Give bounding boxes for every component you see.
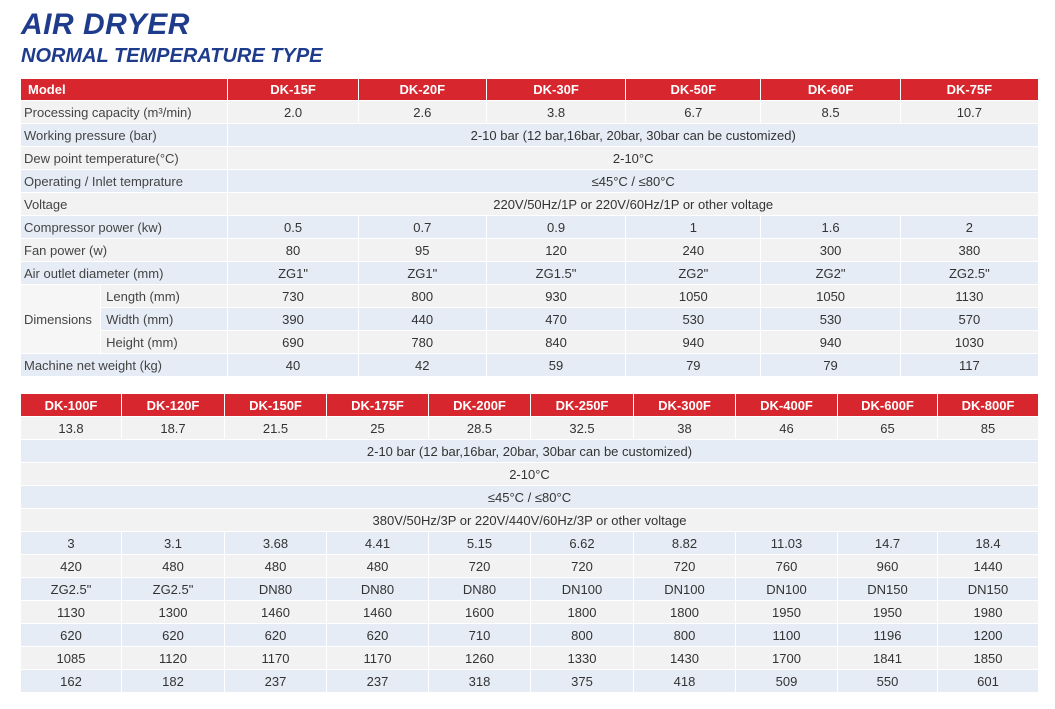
- width-cell: 440: [359, 308, 486, 330]
- weight-cell: 375: [531, 670, 633, 692]
- compressor-power-cell: 8.82: [634, 532, 735, 554]
- height-cell: 940: [761, 331, 899, 353]
- fan-power-cell: 760: [736, 555, 837, 577]
- voltage-row: [21, 509, 1038, 531]
- compressor-power-cell: 3: [21, 532, 121, 554]
- width-cell: 530: [626, 308, 760, 330]
- width-cell: 620: [327, 624, 428, 646]
- model-header: DK-60F: [761, 79, 899, 100]
- length-cell: 1980: [938, 601, 1038, 623]
- width-cell: 390: [228, 308, 357, 330]
- model-header: DK-300F: [634, 394, 735, 416]
- fan-power-cell: 480: [327, 555, 428, 577]
- capacity-cell: 10.7: [901, 101, 1038, 123]
- fan-power-cell: 240: [626, 239, 760, 261]
- inlet-temperature-cell: ≤45°C / ≤80°C: [228, 170, 1038, 192]
- weight-cell: 237: [327, 670, 428, 692]
- outlet-diameter-cell: ZG2.5": [901, 262, 1038, 284]
- capacity-row: [21, 101, 1038, 123]
- height-cell: 1850: [938, 647, 1038, 669]
- fan-power-cell: 420: [21, 555, 121, 577]
- weight-cell: 237: [225, 670, 326, 692]
- compressor-power-cell: 0.9: [487, 216, 625, 238]
- dew-point-cell: 2-10°C: [228, 147, 1038, 169]
- weight-cell: 601: [938, 670, 1038, 692]
- height-label: Height (mm): [101, 331, 227, 353]
- length-cell: 1300: [122, 601, 224, 623]
- page-subtitle: NORMAL TEMPERATURE TYPE: [21, 45, 323, 67]
- outlet-diameter-cell: DN80: [225, 578, 326, 600]
- outlet-diameter-cell: DN80: [429, 578, 530, 600]
- height-cell: 1700: [736, 647, 837, 669]
- fan-power-cell: 380: [901, 239, 1038, 261]
- compressor-power-cell: 2: [901, 216, 1038, 238]
- dew-point-label: Dew point temperature(°C): [21, 147, 227, 169]
- inlet-temperature-row: [21, 486, 1038, 508]
- model-header: DK-30F: [487, 79, 625, 100]
- fan-power-cell: 720: [531, 555, 633, 577]
- dew-point-row: [21, 147, 1038, 169]
- height-cell: 1170: [225, 647, 326, 669]
- compressor-power-cell: 4.41: [327, 532, 428, 554]
- dew-point-row: [21, 463, 1038, 485]
- weight-label: Machine net weight (kg): [21, 354, 227, 376]
- capacity-cell: 65: [838, 417, 937, 439]
- width-cell: 1100: [736, 624, 837, 646]
- length-cell: 1050: [626, 285, 760, 307]
- fan-power-cell: 120: [487, 239, 625, 261]
- capacity-cell: 85: [938, 417, 1038, 439]
- capacity-cell: 25: [327, 417, 428, 439]
- voltage-cell: 380V/50Hz/3P or 220V/440V/60Hz/3P or other voltage: [21, 509, 1038, 531]
- height-cell: 780: [359, 331, 486, 353]
- outlet-diameter-cell: DN100: [634, 578, 735, 600]
- page-title: AIR DRYER: [21, 8, 190, 41]
- width-cell: 470: [487, 308, 625, 330]
- outlet-diameter-cell: ZG1.5": [487, 262, 625, 284]
- inlet-temperature-label: Operating / Inlet temprature: [21, 170, 227, 192]
- outlet-diameter-label: Air outlet diameter (mm): [21, 262, 227, 284]
- weight-cell: 509: [736, 670, 837, 692]
- compressor-power-row: [21, 216, 1038, 238]
- compressor-power-cell: 1.6: [761, 216, 899, 238]
- fan-power-label: Fan power (w): [21, 239, 227, 261]
- fan-power-cell: 720: [634, 555, 735, 577]
- compressor-power-cell: 0.7: [359, 216, 486, 238]
- width-cell: 530: [761, 308, 899, 330]
- capacity-row: [21, 417, 1038, 439]
- weight-cell: 182: [122, 670, 224, 692]
- length-row: [21, 285, 1038, 307]
- capacity-cell: 6.7: [626, 101, 760, 123]
- height-row: [21, 647, 1038, 669]
- length-cell: 930: [487, 285, 625, 307]
- fan-power-cell: 720: [429, 555, 530, 577]
- length-cell: 1600: [429, 601, 530, 623]
- weight-cell: 59: [487, 354, 625, 376]
- pressure-cell: 2-10 bar (12 bar,16bar, 20bar, 30bar can be customized): [21, 440, 1038, 462]
- model-header: DK-250F: [531, 394, 633, 416]
- width-cell: 1196: [838, 624, 937, 646]
- compressor-power-row: [21, 532, 1038, 554]
- length-cell: 1950: [736, 601, 837, 623]
- model-header: DK-100F: [21, 394, 121, 416]
- fan-power-cell: 1440: [938, 555, 1038, 577]
- outlet-diameter-cell: DN100: [531, 578, 633, 600]
- model-header: DK-200F: [429, 394, 530, 416]
- voltage-row: [21, 193, 1038, 215]
- length-cell: 1130: [21, 601, 121, 623]
- height-cell: 1841: [838, 647, 937, 669]
- height-cell: 1120: [122, 647, 224, 669]
- model-header: DK-150F: [225, 394, 326, 416]
- width-row: [21, 308, 1038, 330]
- fan-power-cell: 480: [122, 555, 224, 577]
- capacity-cell: 32.5: [531, 417, 633, 439]
- capacity-cell: 21.5: [225, 417, 326, 439]
- weight-cell: 79: [761, 354, 899, 376]
- pressure-row: [21, 124, 1038, 146]
- model-header: DK-120F: [122, 394, 224, 416]
- fan-power-row: [21, 555, 1038, 577]
- capacity-cell: 3.8: [487, 101, 625, 123]
- weight-cell: 318: [429, 670, 530, 692]
- outlet-diameter-row: [21, 262, 1038, 284]
- compressor-power-cell: 1: [626, 216, 760, 238]
- capacity-cell: 28.5: [429, 417, 530, 439]
- weight-cell: 42: [359, 354, 486, 376]
- dimensions-label: Dimensions: [21, 285, 100, 353]
- height-cell: 1260: [429, 647, 530, 669]
- fan-power-cell: 95: [359, 239, 486, 261]
- width-cell: 710: [429, 624, 530, 646]
- model-header: DK-20F: [359, 79, 486, 100]
- width-cell: 800: [531, 624, 633, 646]
- outlet-diameter-cell: DN150: [838, 578, 937, 600]
- outlet-diameter-cell: ZG1": [228, 262, 357, 284]
- compressor-power-label: Compressor power (kw): [21, 216, 227, 238]
- model-header: DK-175F: [327, 394, 428, 416]
- capacity-cell: 8.5: [761, 101, 899, 123]
- outlet-diameter-cell: DN100: [736, 578, 837, 600]
- width-cell: 620: [122, 624, 224, 646]
- fan-power-cell: 960: [838, 555, 937, 577]
- length-label: Length (mm): [101, 285, 227, 307]
- dew-point-cell: 2-10°C: [21, 463, 1038, 485]
- height-cell: 1085: [21, 647, 121, 669]
- outlet-diameter-cell: ZG2.5": [122, 578, 224, 600]
- model-header: DK-15F: [228, 79, 357, 100]
- compressor-power-cell: 18.4: [938, 532, 1038, 554]
- height-cell: 1170: [327, 647, 428, 669]
- height-cell: 940: [626, 331, 760, 353]
- weight-cell: 162: [21, 670, 121, 692]
- fan-power-cell: 300: [761, 239, 899, 261]
- length-cell: 1050: [761, 285, 899, 307]
- capacity-cell: 2.0: [228, 101, 357, 123]
- capacity-cell: 13.8: [21, 417, 121, 439]
- spec-table-small-models: [20, 78, 1039, 377]
- capacity-label: Processing capacity (m³/min): [21, 101, 227, 123]
- model-header: DK-400F: [736, 394, 837, 416]
- outlet-diameter-cell: DN80: [327, 578, 428, 600]
- table-header-row: [21, 394, 1038, 416]
- compressor-power-cell: 5.15: [429, 532, 530, 554]
- voltage-label: Voltage: [21, 193, 227, 215]
- width-row: [21, 624, 1038, 646]
- width-cell: 570: [901, 308, 1038, 330]
- length-cell: 1130: [901, 285, 1038, 307]
- weight-cell: 79: [626, 354, 760, 376]
- model-header: DK-800F: [938, 394, 1038, 416]
- height-cell: 690: [228, 331, 357, 353]
- capacity-cell: 18.7: [122, 417, 224, 439]
- compressor-power-cell: 6.62: [531, 532, 633, 554]
- model-header: DK-75F: [901, 79, 1038, 100]
- width-cell: 620: [21, 624, 121, 646]
- width-label: Width (mm): [101, 308, 227, 330]
- fan-power-cell: 480: [225, 555, 326, 577]
- pressure-row: [21, 440, 1038, 462]
- model-header: DK-600F: [838, 394, 937, 416]
- length-cell: 1460: [225, 601, 326, 623]
- height-cell: 1330: [531, 647, 633, 669]
- weight-cell: 40: [228, 354, 357, 376]
- length-cell: 730: [228, 285, 357, 307]
- weight-row: [21, 354, 1038, 376]
- voltage-cell: 220V/50Hz/1P or 220V/60Hz/1P or other voltage: [228, 193, 1038, 215]
- compressor-power-cell: 14.7: [838, 532, 937, 554]
- length-cell: 800: [359, 285, 486, 307]
- weight-cell: 550: [838, 670, 937, 692]
- length-cell: 1950: [838, 601, 937, 623]
- weight-cell: 418: [634, 670, 735, 692]
- outlet-diameter-row: [21, 578, 1038, 600]
- width-cell: 800: [634, 624, 735, 646]
- weight-cell: 117: [901, 354, 1038, 376]
- length-cell: 1800: [634, 601, 735, 623]
- pressure-label: Working pressure (bar): [21, 124, 227, 146]
- compressor-power-cell: 3.68: [225, 532, 326, 554]
- capacity-cell: 2.6: [359, 101, 486, 123]
- outlet-diameter-cell: ZG2": [626, 262, 760, 284]
- spec-table-large-models: [20, 393, 1039, 693]
- width-cell: 620: [225, 624, 326, 646]
- height-cell: 1030: [901, 331, 1038, 353]
- length-cell: 1800: [531, 601, 633, 623]
- compressor-power-cell: 0.5: [228, 216, 357, 238]
- capacity-cell: 46: [736, 417, 837, 439]
- outlet-diameter-cell: ZG2": [761, 262, 899, 284]
- table-header-row: [21, 79, 1038, 100]
- weight-row: [21, 670, 1038, 692]
- pressure-cell: 2-10 bar (12 bar,16bar, 20bar, 30bar can be customized): [228, 124, 1038, 146]
- outlet-diameter-cell: ZG1": [359, 262, 486, 284]
- compressor-power-cell: 11.03: [736, 532, 837, 554]
- outlet-diameter-cell: DN150: [938, 578, 1038, 600]
- inlet-temperature-row: [21, 170, 1038, 192]
- fan-power-row: [21, 239, 1038, 261]
- outlet-diameter-cell: ZG2.5": [21, 578, 121, 600]
- length-cell: 1460: [327, 601, 428, 623]
- fan-power-cell: 80: [228, 239, 357, 261]
- inlet-temperature-cell: ≤45°C / ≤80°C: [21, 486, 1038, 508]
- model-header: Model: [21, 79, 227, 100]
- height-cell: 840: [487, 331, 625, 353]
- length-row: [21, 601, 1038, 623]
- width-cell: 1200: [938, 624, 1038, 646]
- capacity-cell: 38: [634, 417, 735, 439]
- height-row: [21, 331, 1038, 353]
- model-header: DK-50F: [626, 79, 760, 100]
- compressor-power-cell: 3.1: [122, 532, 224, 554]
- height-cell: 1430: [634, 647, 735, 669]
